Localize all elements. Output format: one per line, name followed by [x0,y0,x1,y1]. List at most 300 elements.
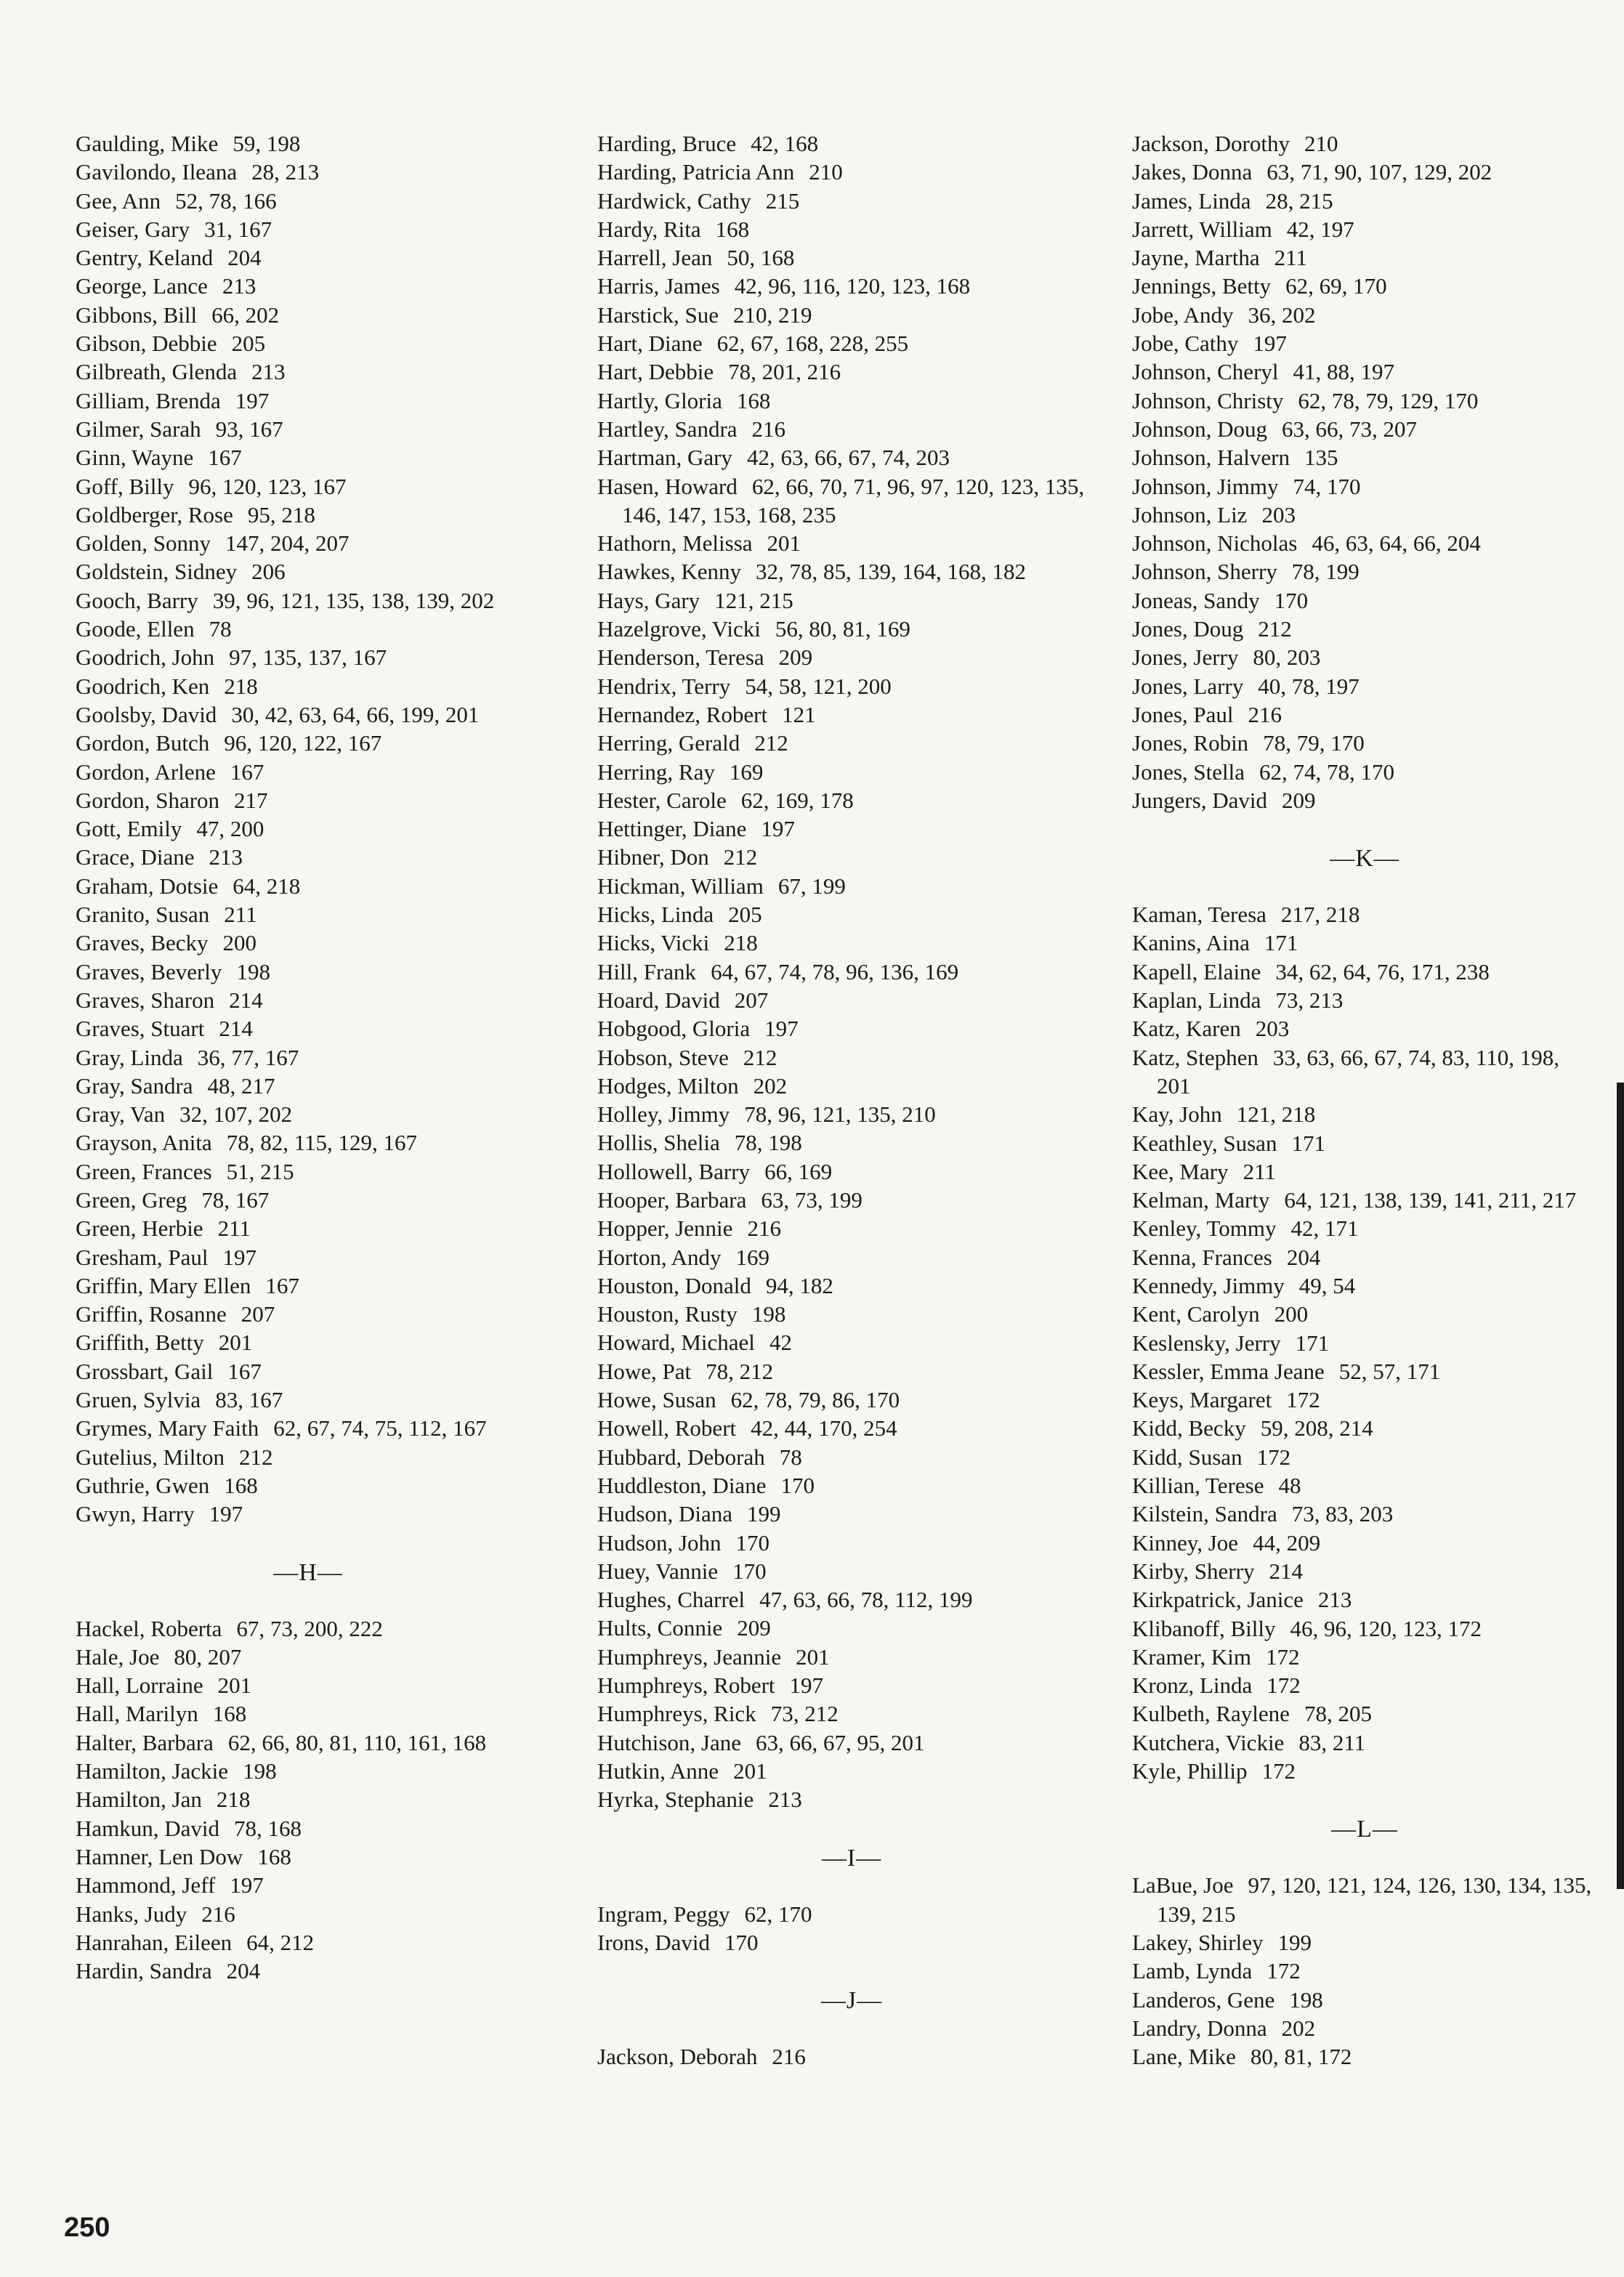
entry-pages: 31, 167 [204,216,272,242]
entry-name: Hudson, John [597,1529,722,1556]
entry-pages: 168 [736,387,771,413]
index-entry [597,129,1106,158]
entry-name: Lamb, Lynda [1132,1958,1253,1984]
entry-pages: 48 [1278,1473,1301,1499]
index-entry [597,872,1106,900]
index-entry [1132,1585,1597,1614]
entry-pages: 201 [218,1330,253,1356]
index-entry [597,1043,1106,1072]
entry-name: Hamilton, Jackie [76,1758,229,1784]
index-entry [597,1243,1106,1271]
index-entry [597,1072,1106,1100]
entry-pages: 46, 63, 64, 66, 204 [1312,530,1481,557]
index-entry [1132,729,1597,757]
entry-pages: 78, 212 [706,1358,774,1384]
entry-name: Henderson, Teresa [597,644,764,671]
entry-name: Johnson, Halvern [1132,445,1290,471]
index-entry [1132,958,1597,986]
entry-pages: 216 [747,1216,781,1242]
entry-pages: 213 [222,273,256,299]
entry-name: Jones, Jerry [1132,644,1239,671]
index-entry [76,1386,541,1414]
entry-name: Kent, Carolyn [1132,1301,1260,1327]
index-entry [76,301,541,329]
index-entry [76,786,541,814]
entry-pages: 168 [257,1843,291,1869]
entry-pages: 218 [724,930,758,956]
entry-pages: 197 [764,1016,799,1042]
entry-name: Hanrahan, Eileen [76,1929,233,1955]
entry-pages: 39, 96, 121, 135, 138, 139, 202 [212,587,495,613]
entry-name: Harrell, Jean [597,245,713,271]
entry-name: Hardwick, Cathy [597,187,751,214]
entry-pages: 78, 168 [234,1815,302,1841]
entry-name: Lakey, Shirley [1132,1929,1264,1955]
entry-name: Hults, Connie [597,1615,723,1641]
entry-pages: 209 [778,644,813,671]
entry-pages: 32, 78, 85, 139, 164, 168, 182 [756,559,1027,585]
entry-name: Kronz, Linda [1132,1673,1253,1699]
entry-name: Landeros, Gene [1132,1986,1275,2013]
entry-name: Kinney, Joe [1132,1529,1239,1556]
entry-pages: 147, 204, 207 [225,530,350,557]
entry-pages: 201 [767,530,801,557]
index-entry [1132,272,1597,300]
entry-name: Huddleston, Diane [597,1472,767,1498]
index-entry [76,187,541,215]
entry-name: Grace, Diane [76,844,195,870]
entry-name: Jarrett, William [1132,216,1272,242]
entry-pages: 63, 66, 73, 207 [1282,416,1418,442]
entry-name: Humphreys, Jeannie [597,1643,782,1670]
entry-name: Kidd, Becky [1132,1415,1246,1441]
entry-pages: 63, 73, 199 [761,1186,863,1213]
index-entry [1132,1728,1597,1757]
entry-pages: 121, 218 [1236,1101,1316,1128]
entry-pages: 197 [222,1244,257,1270]
entry-pages: 198 [1289,1986,1323,2013]
index-entry [76,1100,541,1128]
entry-pages: 78, 198 [734,1130,802,1156]
entry-pages: 171 [1264,930,1298,956]
index-entry [76,1443,541,1471]
index-entry [597,187,1106,215]
entry-name: Hamilton, Jan [76,1787,202,1813]
entry-name: Keslensky, Jerry [1132,1330,1281,1356]
entry-name: Irons, David [597,1929,710,1955]
entry-name: Hutkin, Anne [597,1758,719,1784]
index-entry [1132,1643,1597,1671]
entry-name: Jones, Larry [1132,673,1244,699]
entry-pages: 135 [1304,445,1338,471]
entry-pages: 172 [1267,1673,1301,1699]
entry-name: Kilstein, Sandra [1132,1501,1277,1527]
entry-name: Johnson, Sherry [1132,559,1277,585]
entry-pages: 200 [222,930,256,956]
index-entry [597,1214,1106,1242]
index-entry [76,387,541,415]
index-entry [1132,1157,1597,1186]
index-entry [597,1529,1106,1557]
entry-pages: 73, 213 [1275,987,1344,1014]
index-column-3 [1132,129,1597,2071]
entry-pages: 169 [735,1244,769,1270]
entry-name: Kennedy, Jimmy [1132,1272,1285,1298]
index-entry [1132,786,1597,814]
entry-name: Kyle, Phillip [1132,1758,1248,1784]
entry-name: Graves, Beverly [76,958,222,984]
index-entry [76,986,541,1014]
entry-name: Gray, Sandra [76,1072,193,1099]
entry-pages: 170 [780,1472,815,1498]
index-entry [76,1671,541,1699]
entry-name: Jayne, Martha [1132,245,1260,271]
entry-pages: 62, 169, 178 [740,787,854,813]
entry-name: Hart, Debbie [597,359,714,385]
entry-name: Houston, Donald [597,1272,751,1298]
entry-pages: 67, 73, 200, 222 [236,1615,383,1641]
index-entry [76,1928,541,1957]
index-entry [1132,1986,1597,2014]
index-entry [1132,1043,1597,1101]
index-entry [597,1671,1106,1699]
entry-pages: 214 [1269,1558,1303,1584]
entry-pages: 215 [765,187,800,214]
entry-pages: 209 [737,1615,771,1641]
entry-name: Jungers, David [1132,787,1267,813]
entry-name: Howe, Pat [597,1358,692,1384]
index-entry [1132,1329,1597,1357]
index-entry [597,672,1106,700]
entry-pages: 216 [1248,701,1282,727]
index-entry [1132,1300,1597,1328]
entry-pages: 62, 66, 70, 71, 96, 97, 120, 123, 135, 146, 147, 153, 168, 235 [622,473,1085,527]
index-entry [597,1785,1106,1813]
entry-pages: 33, 63, 66, 67, 74, 83, 110, 198, 201 [1157,1044,1559,1099]
index-entry [597,1557,1106,1585]
entry-pages: 167 [208,445,242,471]
entry-pages: 210 [809,159,843,185]
entry-pages: 170 [724,1929,759,1955]
index-entry [597,814,1106,843]
index-entry [1132,1957,1597,1985]
index-entry [1132,929,1597,957]
entry-pages: 212 [743,1044,777,1070]
index-entry [76,758,541,786]
index-entry [597,929,1106,957]
index-entry [597,1157,1106,1186]
entry-name: Hart, Diane [597,331,703,357]
entry-pages: 199 [746,1501,781,1527]
entry-pages: 95, 218 [247,501,315,527]
entry-name: Kramer, Kim [1132,1643,1252,1670]
index-entry [597,243,1106,272]
entry-name: Kelman, Marty [1132,1187,1270,1213]
entry-pages: 201 [796,1643,830,1670]
entry-name: Gresham, Paul [76,1244,209,1270]
entry-name: Griffin, Mary Ellen [76,1272,251,1298]
index-entry [597,900,1106,929]
entry-name: Jobe, Cathy [1132,331,1239,357]
entry-pages: 207 [241,1301,275,1327]
entry-pages: 42, 168 [751,131,819,156]
entry-pages: 198 [236,958,270,984]
entry-pages: 66, 169 [764,1158,833,1184]
entry-name: Hutchison, Jane [597,1729,742,1755]
index-entry [597,329,1106,357]
entry-name: Kirby, Sherry [1132,1558,1255,1584]
entry-name: Ginn, Wayne [76,445,194,471]
entry-pages: 66, 202 [211,302,280,328]
index-entry [76,1728,541,1757]
index-entry [1132,357,1597,386]
entry-name: Gooch, Barry [76,587,198,613]
entry-name: Kidd, Susan [1132,1444,1243,1470]
entry-name: Jones, Robin [1132,730,1249,756]
entry-pages: 199 [1277,1929,1312,1955]
entry-pages: 42 [769,1330,792,1356]
entry-name: Gray, Van [76,1101,166,1128]
entry-pages: 211 [1274,245,1307,271]
entry-name: Hicks, Linda [597,902,714,928]
index-entry [597,1900,1106,1928]
entry-name: Hettinger, Diane [597,816,747,842]
entry-pages: 217, 218 [1280,902,1360,928]
entry-pages: 59, 208, 214 [1260,1415,1373,1441]
entry-name: Gee, Ann [76,187,161,214]
entry-pages: 44, 209 [1253,1529,1321,1556]
entry-name: Hartley, Sandra [597,416,738,442]
entry-pages: 62, 78, 79, 129, 170 [1298,387,1479,413]
entry-name: Gott, Emily [76,816,182,842]
index-entry [1132,501,1597,529]
entry-pages: 197 [235,387,270,413]
entry-name: Hudson, Diana [597,1501,732,1527]
index-entry [1132,1614,1597,1643]
entry-name: Halter, Barbara [76,1729,214,1755]
entry-pages: 207 [734,987,769,1013]
index-entry [597,357,1106,386]
entry-pages: 170 [735,1529,770,1556]
index-entry [1132,158,1597,186]
entry-name: Hester, Carole [597,787,727,813]
entry-name: Harstick, Sue [597,302,719,328]
entry-pages: 28, 215 [1265,187,1333,214]
entry-pages: 80, 207 [174,1643,242,1670]
entry-name: Jackson, Deborah [597,2044,758,2070]
index-entry [1132,1243,1597,1271]
entry-name: Hawkes, Kenny [597,559,742,585]
entry-pages: 217 [234,787,268,813]
page-number: 250 [64,2212,110,2243]
entry-pages: 67, 199 [777,873,846,899]
entry-name: Kessler, Emma Jeane [1132,1358,1325,1384]
entry-pages: 218 [216,1787,251,1813]
entry-name: Hale, Joe [76,1643,160,1670]
index-entry [76,329,541,357]
entry-name: Hernandez, Robert [597,701,768,727]
entry-pages: 197 [789,1673,824,1699]
entry-pages: 213 [209,844,243,870]
index-entry [76,129,541,158]
entry-pages: 203 [1261,501,1296,527]
entry-pages: 168 [715,216,750,242]
entry-name: Hooper, Barbara [597,1186,747,1213]
index-entry [76,700,541,729]
entry-pages: 78 [779,1444,802,1470]
entry-name: Kaman, Teresa [1132,902,1267,928]
entry-name: Johnson, Doug [1132,416,1268,442]
entry-name: Green, Frances [76,1158,212,1184]
entry-name: Hughes, Charrel [597,1587,746,1613]
index-entry [597,1699,1106,1728]
entry-pages: 64, 121, 138, 139, 141, 211, 217 [1284,1187,1577,1213]
index-entry [76,1471,541,1500]
index-entry [597,529,1106,557]
index-entry [597,301,1106,329]
entry-pages: 73, 83, 203 [1291,1501,1394,1527]
index-entry [76,357,541,386]
entry-pages: 42, 197 [1286,216,1354,242]
entry-pages: 62, 66, 80, 81, 110, 161, 168 [227,1729,487,1755]
index-entry [76,443,541,472]
index-entry [1132,1386,1597,1414]
entry-pages: 64, 212 [246,1929,315,1955]
index-entry [597,215,1106,243]
entry-name: Hibner, Don [597,844,709,870]
index-entry [1132,2042,1597,2071]
entry-name: Gilbreath, Glenda [76,359,238,385]
entry-name: Gilliam, Brenda [76,387,221,413]
entry-name: Gilmer, Sarah [76,416,201,442]
entry-name: Hackel, Roberta [76,1615,222,1641]
entry-name: Hubbard, Deborah [597,1444,765,1470]
entry-pages: 30, 42, 63, 64, 66, 199, 201 [231,701,480,727]
entry-name: Hardy, Rita [597,216,701,242]
entry-pages: 212 [1258,616,1292,642]
index-entry [76,1243,541,1271]
index-entry [1132,1271,1597,1300]
entry-pages: 47, 200 [196,816,264,842]
entry-pages: 36, 202 [1248,302,1316,328]
entry-name: Kulbeth, Raylene [1132,1701,1290,1727]
entry-name: Harding, Patricia Ann [597,159,795,185]
entry-name: Howard, Michael [597,1330,755,1356]
entry-pages: 64, 218 [233,873,301,899]
index-entry [76,415,541,443]
entry-name: Johnson, Liz [1132,501,1248,527]
index-entry [76,1500,541,1528]
entry-pages: 54, 58, 121, 200 [745,673,892,699]
index-entry [597,729,1106,757]
entry-name: Kee, Mary [1132,1158,1229,1184]
entry-pages: 206 [251,559,286,585]
entry-name: Holley, Jimmy [597,1101,730,1128]
entry-pages: 97, 135, 137, 167 [229,644,387,671]
index-entry [76,586,541,615]
entry-name: Griffith, Betty [76,1330,204,1356]
index-entry [76,1186,541,1214]
entry-name: Hays, Gary [597,587,700,613]
entry-name: Geiser, Gary [76,216,190,242]
index-entry [1132,1100,1597,1128]
index-entry [597,1328,1106,1356]
entry-pages: 210 [1304,131,1338,156]
entry-pages: 52, 78, 166 [175,187,277,214]
entry-name: Katz, Stephen [1132,1044,1259,1070]
entry-pages: 41, 88, 197 [1293,359,1394,385]
entry-pages: 74, 170 [1293,473,1361,499]
entry-pages: 212 [723,844,758,870]
index-entry [76,1014,541,1043]
index-entry [76,1072,541,1100]
entry-name: Griffin, Rosanne [76,1301,227,1327]
entry-name: Gray, Linda [76,1044,183,1070]
index-entry [1132,215,1597,243]
entry-name: Herring, Gerald [597,730,740,756]
entry-name: Grossbart, Gail [76,1358,214,1384]
index-entry [76,615,541,643]
index-entry [1132,329,1597,357]
entry-name: Gordon, Butch [76,730,210,756]
entry-pages: 78, 167 [201,1186,270,1213]
entry-pages: 168 [224,1472,258,1498]
index-entry [1132,1699,1597,1728]
entry-name: LaBue, Joe [1132,1872,1234,1898]
entry-pages: 202 [1281,2015,1316,2041]
index-entry [597,958,1106,986]
entry-pages: 172 [1267,1958,1301,1984]
entry-name: Joneas, Sandy [1132,587,1260,613]
index-entry [597,1300,1106,1328]
entry-pages: 201 [733,1758,767,1784]
entry-name: Hall, Marilyn [76,1701,198,1727]
index-entry [1132,2014,1597,2042]
index-entry [1132,1471,1597,1500]
index-entry [597,1614,1106,1642]
entry-name: Graves, Becky [76,930,209,956]
entry-pages: 96, 120, 122, 167 [224,730,382,756]
entry-pages: 197 [761,816,795,842]
entry-pages: 170 [732,1558,767,1584]
entry-pages: 42, 96, 116, 120, 123, 168 [734,273,971,299]
index-entry [76,158,541,186]
index-entry [1132,415,1597,443]
index-entry [76,1128,541,1157]
index-entry [1132,443,1597,472]
index-entry [76,958,541,986]
index-entry [76,1271,541,1300]
entry-name: Kenley, Tommy [1132,1216,1277,1242]
entry-name: Hobgood, Gloria [597,1016,751,1042]
entry-name: Hasen, Howard [597,473,738,499]
entry-name: Jackson, Dorothy [1132,131,1290,156]
entry-pages: 78, 82, 115, 129, 167 [226,1130,418,1156]
entry-pages: 209 [1281,787,1316,813]
index-entry [76,1957,541,1985]
entry-pages: 32, 107, 202 [179,1101,293,1128]
entry-name: Hanks, Judy [76,1901,187,1927]
entry-name: Hicks, Vicki [597,930,710,956]
entry-name: Kenna, Frances [1132,1244,1272,1270]
index-entry [76,1900,541,1928]
entry-pages: 62, 67, 74, 75, 112, 167 [273,1415,487,1441]
entry-name: Gutelius, Milton [76,1444,225,1470]
entry-pages: 204 [227,245,262,271]
entry-pages: 201 [217,1673,252,1699]
index-entry [76,900,541,929]
index-entry [597,1128,1106,1157]
